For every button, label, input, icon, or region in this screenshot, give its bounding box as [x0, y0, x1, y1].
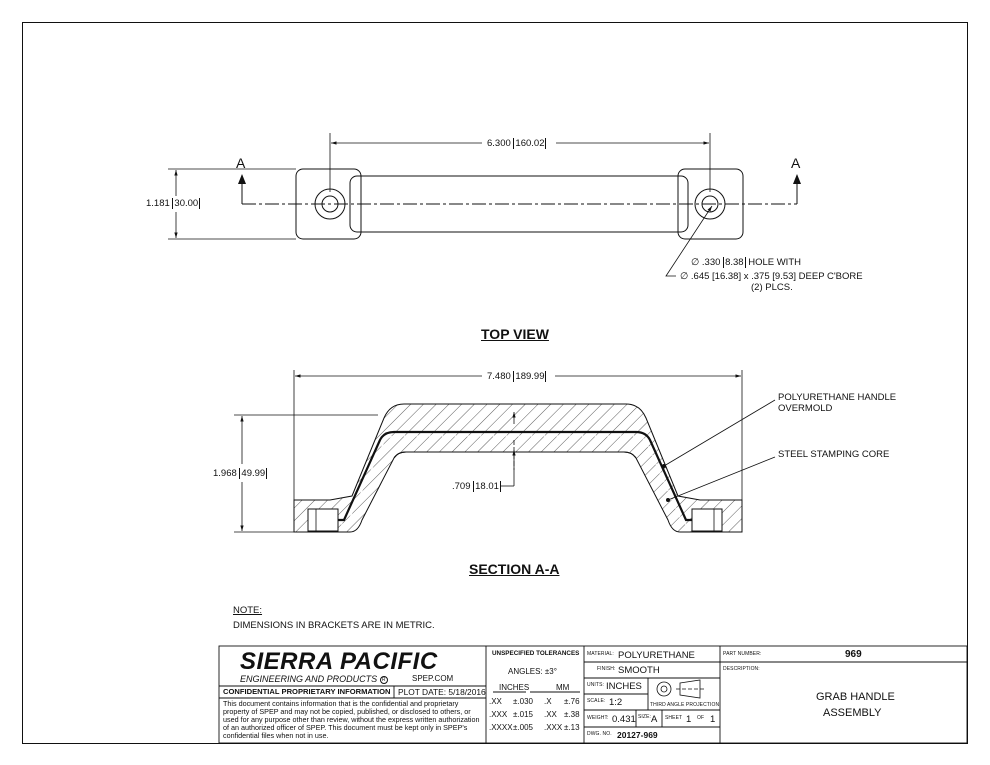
section-arrow-left-icon [238, 174, 246, 184]
tol-row-3 [489, 724, 580, 732]
units-label: UNITS: [587, 682, 604, 688]
section-length-metric: 189.99 [515, 371, 545, 382]
tol-in-val: ±.030 [513, 697, 533, 706]
overmold-label-line1: POLYURETHANE HANDLE [778, 392, 897, 403]
tol-mm-label: .X [544, 697, 552, 706]
top-view-title: TOP VIEW [481, 326, 549, 342]
section-wall-value: .709 [452, 481, 471, 492]
angles: ANGLES: ±3° [508, 667, 557, 676]
core-label: STEEL STAMPING CORE [778, 449, 890, 460]
section-height-metric: 49.99 [241, 468, 266, 479]
tol-in-label: .XX [489, 697, 502, 706]
plot-date-label: PLOT DATE: [398, 687, 447, 697]
tol-in-val: ±.015 [513, 710, 533, 719]
tol-row-2 [489, 711, 580, 719]
section-length-dim-label [487, 372, 546, 382]
tol-row-1 [489, 698, 580, 706]
tol-mm-label: .XX [544, 710, 557, 719]
section-leaders [662, 400, 775, 502]
section-view-drawing [294, 404, 742, 532]
tol-in-label: .XXX [489, 710, 508, 719]
tolerances-heading: UNSPECIFIED TOLERANCES [492, 650, 580, 657]
hole-diameter-metric: 8.38 [725, 257, 744, 268]
confidential-heading: CONFIDENTIAL PROPRIETARY INFORMATION [223, 687, 391, 696]
inches-heading: INCHES [499, 683, 530, 692]
top-width-metric: 30.00 [174, 198, 199, 209]
section-view-title: SECTION A-A [469, 561, 560, 577]
section-marker-left: A [236, 155, 246, 171]
description-line2: ASSEMBLY [823, 707, 882, 719]
scale-label: SCALE: [587, 698, 606, 704]
description-label: DESCRIPTION: [723, 666, 760, 672]
tol-mm-label: .XXX [544, 723, 563, 732]
tol-mm-val: ±.76 [564, 697, 580, 706]
top-width-value: 1.181 [146, 198, 170, 209]
projection-label: THIRD ANGLE PROJECTION [650, 702, 720, 708]
hole-diameter: .330 [701, 257, 721, 268]
company-website: SPEP.COM [412, 674, 454, 683]
sheet-total: 1 [710, 714, 716, 725]
units-value: INCHES [606, 681, 642, 692]
note-text: DIMENSIONS IN BRACKETS ARE IN METRIC. [233, 620, 435, 631]
weight-label: WEIGHT: [587, 715, 609, 721]
company-sub-text: ENGINEERING AND PRODUCTS [240, 674, 378, 684]
material-label: MATERIAL: [587, 651, 614, 657]
confidential-text: This document contains information that is the confidential and proprietary property of SPEP and may not be copied, published, or disclosed to others, or used for any purpose other than review, without the express written authorization of an authorized officer of SPEP. This document must be kept only in SPEP's confidential files when not in use. [223, 699, 480, 740]
section-wall-metric: 18.01 [475, 481, 499, 492]
third-angle-projection-icon [657, 680, 704, 698]
dwg-no-value: 20127-969 [617, 730, 658, 740]
sheet-label: SHEET [665, 715, 683, 721]
part-number-label: PART NUMBER: [723, 651, 762, 657]
top-width-dim-label [146, 199, 200, 209]
tol-mm-val: ±.13 [564, 723, 580, 732]
section-length-value: 7.480 [487, 371, 511, 382]
top-view-drawing [242, 169, 797, 239]
tol-in-label: .XXXX [489, 723, 513, 732]
top-length-value: 6.300 [487, 138, 511, 149]
overmold-label-line2: OVERMOLD [778, 403, 833, 414]
plot-date [398, 688, 486, 696]
hole-callout-suffix: HOLE WITH [748, 257, 801, 268]
diameter-icon: ∅ [691, 257, 700, 268]
plot-date-value: 5/18/2016 [448, 687, 486, 697]
top-length-dim-label [487, 139, 546, 149]
company-subtitle [240, 675, 388, 684]
material-value: POLYURETHANE [618, 650, 695, 661]
mm-heading: MM [556, 683, 570, 692]
sheet-value: 1 [686, 714, 692, 725]
size-value: A [651, 714, 658, 725]
section-wall-dim-label [452, 482, 501, 492]
scale-value: 1:2 [609, 697, 623, 708]
top-length-metric: 160.02 [515, 138, 545, 149]
finish-value: SMOOTH [618, 665, 660, 676]
note-heading: NOTE: [233, 605, 263, 616]
section-marker-right: A [791, 155, 801, 171]
hole-callout-line1 [691, 258, 801, 268]
size-label: SIZE: [638, 714, 652, 720]
dwg-no-label: DWG. NO. [587, 731, 612, 737]
part-number-value: 969 [845, 649, 862, 660]
hole-callout-line3: (2) PLCS. [751, 282, 793, 293]
tol-mm-val: ±.38 [564, 710, 580, 719]
section-height-value: 1.968 [213, 468, 237, 479]
section-arrow-right-icon [793, 174, 801, 184]
description-line1: GRAB HANDLE [816, 691, 895, 703]
of-label: OF [697, 715, 705, 721]
sheet-border [23, 23, 968, 744]
registered-icon: R [380, 676, 388, 684]
tol-in-val: ±.005 [513, 723, 533, 732]
finish-label: FINISH: [597, 666, 616, 672]
weight-value: 0.431 [612, 714, 636, 725]
hole-callout-line2: ∅ .645 [16.38] x .375 [9.53] DEEP C'BORE [680, 271, 863, 282]
company-logo-text: SIERRA PACIFIC [240, 648, 438, 675]
section-height-dim-label [213, 469, 267, 479]
